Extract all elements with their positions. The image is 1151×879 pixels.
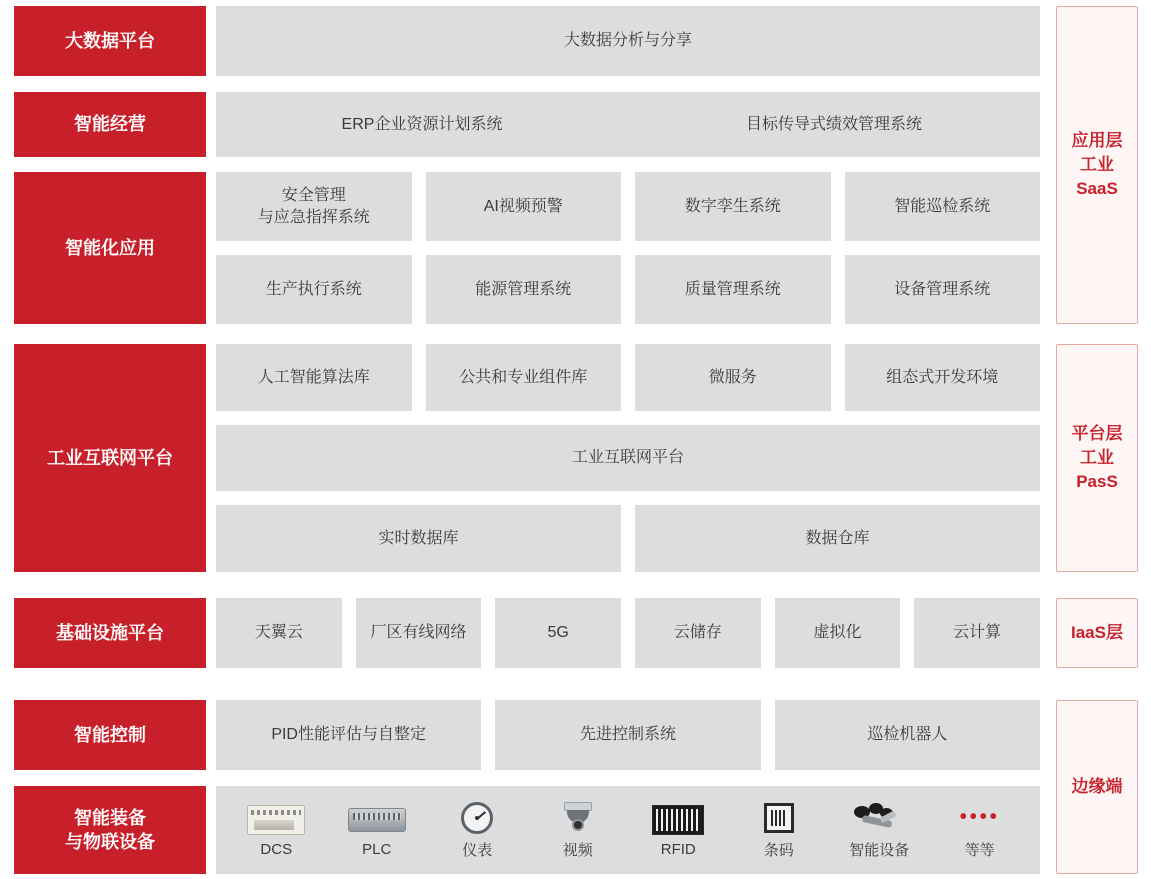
device-caption-smart-device: 智能设备 <box>849 841 910 859</box>
device-item-etc <box>930 801 1031 860</box>
cell-equipment-management: 设备管理系统 <box>845 255 1041 324</box>
cell-digital-twin: 数字孪生系统 <box>635 172 831 241</box>
device-item-barcode <box>729 801 830 860</box>
cell-mes: 生产执行系统 <box>216 255 412 324</box>
cell-safety-emergency-line1: 安全管理 <box>281 186 346 204</box>
cell-safety-emergency <box>216 172 412 241</box>
side-tag-edge: 边缘端 <box>1056 700 1138 874</box>
cell-ai-algorithm-library: 人工智能算法库 <box>216 344 412 411</box>
cell-inspection-robot: 巡检机器人 <box>775 700 1040 770</box>
device-caption-etc: 等等 <box>964 841 995 859</box>
cell-erp: ERP企业资源计划系统 <box>341 115 503 133</box>
device-caption-plc: PLC <box>362 840 392 858</box>
dcs-controller-icon <box>247 803 305 837</box>
row-label-iiot-platform: 工业互联网平台 <box>14 344 206 572</box>
side-tag-saas-line3: SaaS <box>1076 178 1118 198</box>
row-label-smart-equipment-line2: 与物联设备 <box>65 832 155 852</box>
cell-ai-video-alert: AI视频预警 <box>426 172 622 241</box>
device-caption-barcode: 条码 <box>763 841 794 859</box>
cell-performance-management: 目标传导式绩效管理系统 <box>745 115 922 133</box>
device-caption-video: 视频 <box>562 841 593 859</box>
cell-5g: 5G <box>495 598 621 668</box>
cell-realtime-database: 实时数据库 <box>216 505 621 572</box>
ellipsis-icon: •••• <box>959 806 1000 828</box>
device-item-meter <box>427 801 528 860</box>
cell-quality-management: 质量管理系统 <box>635 255 831 324</box>
side-tag-paas-line1: 平台层 <box>1071 424 1123 444</box>
device-item-video <box>528 801 629 860</box>
device-item-rfid <box>628 803 729 858</box>
cell-iiot-platform: 工业互联网平台 <box>216 425 1040 492</box>
rfid-tag-icon <box>649 803 707 837</box>
plc-module-icon <box>348 803 406 837</box>
side-tag-paas-line3: PasS <box>1076 471 1118 491</box>
barcode-icon <box>750 801 808 835</box>
cell-cloud-storage: 云储存 <box>635 598 761 668</box>
row-label-bigdata: 大数据平台 <box>14 6 206 76</box>
cell-energy-management: 能源管理系统 <box>426 255 622 324</box>
device-item-dcs <box>226 803 327 858</box>
cell-low-code-dev-env: 组态式开发环境 <box>845 344 1041 411</box>
side-tag-paas <box>1056 344 1138 572</box>
side-tag-saas <box>1056 6 1138 324</box>
row-label-smart-equipment-line1: 智能装备 <box>74 807 146 828</box>
cell-smart-inspection: 智能巡检系统 <box>845 172 1041 241</box>
cell-microservices: 微服务 <box>635 344 831 411</box>
row-label-smart-equipment <box>14 786 206 874</box>
cell-plant-wired-network: 厂区有线网络 <box>356 598 482 668</box>
ptz-camera-icon <box>549 801 607 835</box>
cell-group-smart-operation <box>216 92 1040 157</box>
row-label-intelligent-control: 智能控制 <box>14 700 206 770</box>
cell-cloud-computing: 云计算 <box>914 598 1040 668</box>
side-tag-paas-line2: 工业 <box>1080 448 1114 468</box>
row-label-infrastructure: 基础设施平台 <box>14 598 206 668</box>
device-strip <box>216 786 1040 874</box>
cell-virtualization: 虚拟化 <box>775 598 901 668</box>
device-caption-rfid: RFID <box>660 840 696 858</box>
side-tag-saas-line2: 工业 <box>1080 155 1114 175</box>
row-label-intelligent-applications: 智能化应用 <box>14 172 206 324</box>
cell-data-warehouse: 数据仓库 <box>635 505 1040 572</box>
smart-device-icon <box>850 801 908 835</box>
cell-safety-emergency-line2: 与应急指挥系统 <box>257 208 370 226</box>
device-caption-meter: 仪表 <box>462 841 493 859</box>
side-tag-saas-line1: 应用层 <box>1071 131 1123 151</box>
gauge-meter-icon <box>448 801 506 835</box>
side-tag-iaas: IaaS层 <box>1056 598 1138 668</box>
device-item-smart-device <box>829 801 930 860</box>
row-label-smart-operation: 智能经营 <box>14 92 206 157</box>
cell-advanced-control: 先进控制系统 <box>495 700 760 770</box>
cell-pid-tuning: PID性能评估与自整定 <box>216 700 481 770</box>
cell-tianyi-cloud: 天翼云 <box>216 598 342 668</box>
device-caption-dcs: DCS <box>260 840 293 858</box>
cell-bigdata-analysis: 大数据分析与分享 <box>216 6 1040 76</box>
device-item-plc <box>327 803 428 858</box>
cell-component-library: 公共和专业组件库 <box>426 344 622 411</box>
